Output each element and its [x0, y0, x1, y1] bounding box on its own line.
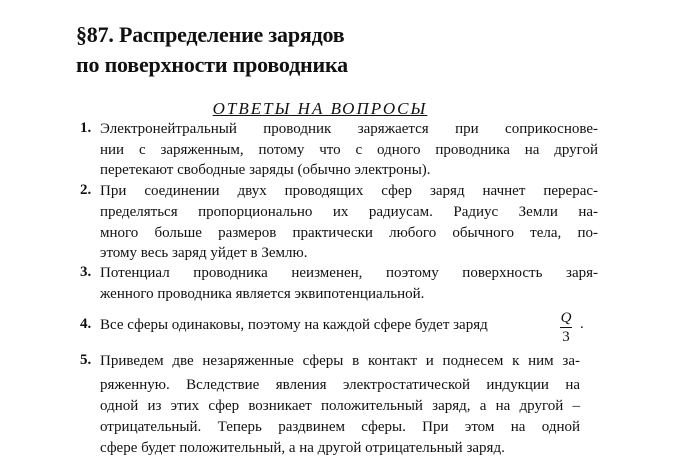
fraction-numerator: Q — [560, 310, 572, 326]
section-title-line-1: §87. Распределение зарядов — [76, 22, 345, 47]
sentence-end: . — [580, 316, 584, 332]
answers-heading: ОТВЕТЫ НА ВОПРОСЫ — [212, 99, 428, 118]
fraction-bar — [560, 327, 572, 328]
answer-number: 2. — [80, 182, 92, 198]
answer-line: отрицательный. Теперь раздвинем сферы. При этом на одной — [100, 419, 580, 435]
answer-line: женного проводника является эквипотенциальной. — [100, 286, 425, 302]
answer-number: 5. — [80, 352, 92, 368]
answer-number: 4. — [80, 316, 92, 332]
answer-line: При соединении двух проводящих сфер заряд начнет перерас- — [100, 183, 598, 199]
answer-line: Приведем две незаряженные сферы в контакт и поднесем к ним за- — [100, 353, 580, 369]
fraction-denominator: 3 — [562, 329, 570, 345]
answer-line: ряженную. Вследствие явления электростатической индукции на — [100, 377, 580, 393]
answer-line: нии с заряженным, потому что с одного проводника на другой — [100, 142, 598, 158]
answer-line: Потенциал проводника неизменен, поэтому поверхность заря- — [100, 265, 598, 281]
answer-line: этому весь заряд уйдет в Землю. — [100, 245, 308, 261]
answer-line: Все сферы одинаковы, поэтому на каждой сфере будет заряд — [100, 317, 488, 333]
answer-line: много больше размеров практически любого обычного тела, по- — [100, 225, 598, 241]
answer-line: одной из этих сфер возникает положительный заряд, а на другой – — [100, 398, 580, 414]
answer-number: 1. — [80, 120, 92, 136]
answer-line: пределяться пропорционально их радиусам. Радиус Земли на- — [100, 204, 598, 220]
answer-number: 3. — [80, 264, 92, 280]
answer-line: сфере будет положительный, а на другой отрицательный заряд. — [100, 440, 505, 456]
fraction-q-over-3 — [560, 310, 572, 345]
answer-line: Электронейтральный проводник заряжается при соприкоснове- — [100, 121, 598, 137]
answer-line: перетекают свободные заряды (обычно электроны). — [100, 162, 431, 178]
section-title-line-2: по поверхности проводника — [76, 52, 348, 77]
